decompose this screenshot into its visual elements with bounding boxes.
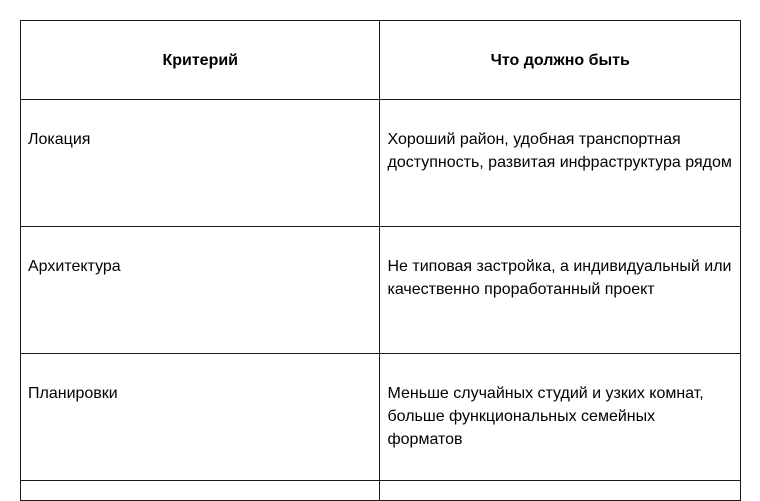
table-header-row [21,21,741,100]
cell-empty [380,481,741,501]
cell-requirement: Хороший район, удобная транспортная доступность, развитая инфраструктура рядом [380,100,741,227]
cell-criterion: Локация [21,100,380,227]
table-row [21,227,741,354]
cell-requirement: Не типовая застройка, а индивидуальный или качественно проработанный проект [380,227,741,354]
header-criterion: Критерий [21,21,380,100]
table-row [21,354,741,481]
table-row [21,100,741,227]
cell-criterion: Планировки [21,354,380,481]
criteria-table [20,20,741,501]
cell-requirement: Меньше случайных студий и узких комнат, больше функциональных семейных форматов [380,354,741,481]
cell-criterion: Архитектура [21,227,380,354]
cell-empty [21,481,380,501]
header-requirement: Что должно быть [380,21,741,100]
table-row-cutoff [21,481,741,501]
